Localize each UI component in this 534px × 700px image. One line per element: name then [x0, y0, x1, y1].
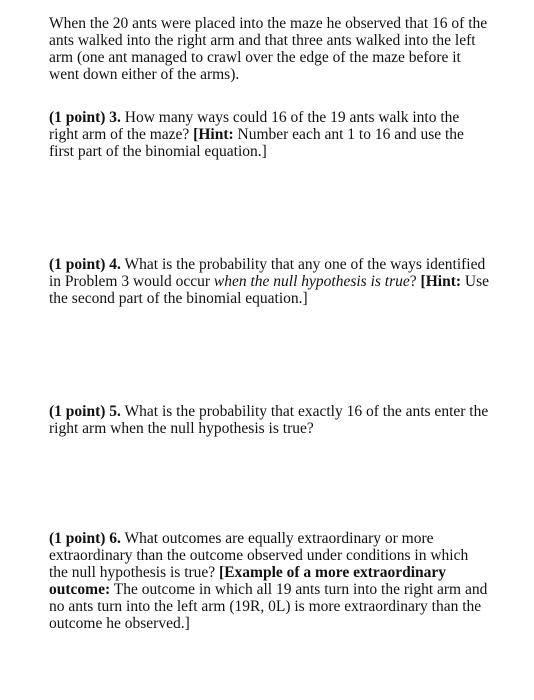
question-4-label: (1 point) 4.: [49, 256, 121, 273]
question-4: [49, 256, 489, 307]
question-4-hint-text: Use the second part of the binomial equation.]: [49, 273, 489, 307]
question-3-body: How many ways could 16 of the 19 ants walk into the right arm of the maze?: [49, 109, 460, 143]
question-6-body: What outcomes are equally extraordinary or more extraordinary than the outcome observed under conditions in which the null hypothesis is true?: [49, 530, 469, 581]
intro-text: When the 20 ants were placed into the maze he observed that 16 of the ants walked into the right arm and that three ants walked into the left arm (one ant managed to crawl over the edge of the maze before it went down either of the arms).: [49, 15, 488, 83]
question-4-italic: when the null hypothesis is true: [213, 273, 410, 290]
question-5-label: (1 point) 5.: [49, 403, 121, 420]
question-6-label: (1 point) 6.: [49, 530, 121, 547]
question-3-text: [49, 109, 489, 160]
question-3: [49, 109, 489, 160]
question-6-example-text: The outcome in which all 19 ants turn into the right arm and no ants turn into the left arm (19R, 0L) is more extraordinary than the outcome he observed.]: [49, 581, 488, 632]
question-6-example-label: [Example of a more extraordinary outcome:: [49, 564, 447, 598]
question-4-body-end: ?: [409, 273, 421, 290]
question-3-hint-label: [Hint:: [193, 126, 234, 143]
question-3-hint-text: Number each ant 1 to 16 and use the first part of the binomial equation.]: [49, 126, 464, 160]
question-4-body: What is the probability that any one of the ways identified in Problem 3 would occur: [49, 256, 486, 290]
question-5-text: [49, 403, 489, 437]
question-5: [49, 403, 489, 437]
question-6-text: [49, 530, 489, 632]
intro-paragraph: [49, 15, 489, 83]
question-4-text: [49, 256, 489, 307]
question-5-body: What is the probability that exactly 16 of the ants enter the right arm when the null hypothesis is true?: [49, 403, 489, 437]
question-3-label: (1 point) 3.: [49, 109, 121, 126]
question-4-hint-label: [Hint:: [420, 273, 462, 290]
question-6: [49, 530, 489, 632]
